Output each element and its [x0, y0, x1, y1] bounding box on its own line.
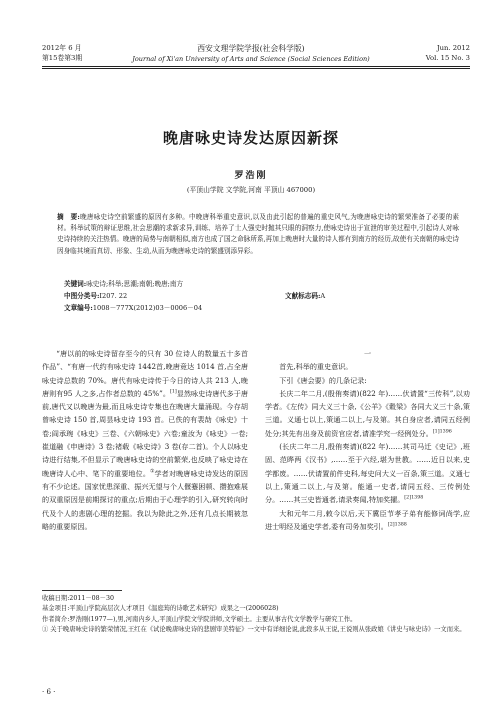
header-date: 2012年 6 月 [42, 44, 82, 52]
body-paragraph: “唐以前的咏史诗留存至今的只有 30 位诗人的数量五十多首作品”、“有唐一代约有咏史诗 1442首,晚唐竟达 1014 首,占全唐咏史诗总数的 70%。唐代有咏史诗传于今日的诗人共 213 人,晚唐则有95 人之多,占作者总数的 45%”。[1]显然咏史诗唐代多于唐前,唐代又以晚唐为最,而且咏史诗专集也在晚唐大量涌现。今存胡曾咏史诗 150 首,周昙咏史诗 193 首。已佚的有裴劼《咏史》十卷;阎承琬《咏史》三卷、《六朝咏史》六卷;童汝为《咏史》一卷;崔道融《申唐诗》3 卷;褚载《咏史诗》3 卷(存二首)。个人以咏史诗进行结集,不但显示了晚唐咏史诗的空前繁荣,也反映了咏史诗在晚唐诗人心中、笔下的重要地位。①学者对晚唐咏史诗发达的原因有不少论述。国家忧患深重、振兴无望与个人偃蹇困顿、攒抱难展的双重原因是前期探讨的重点;后期由于心理学的引入,研究转向时代及个人的悲剧心理的挖掘。我以为除此之外,还有几点长期被忽略的重要原因。 [42, 349, 249, 531]
header-issue: 第15卷第3期 [42, 54, 83, 62]
article-title: 晚唐咏史诗发达原因新探 [162, 129, 339, 147]
abstract [57, 212, 459, 257]
footnotes [42, 594, 470, 636]
footnote-ref: ① [150, 469, 155, 475]
block-quote: (长庆二年二月,殷侑奏请)(822 年)……其司马迁《史记》,班固、范晔两《汉书》,……至于六经,堪为世教。……近日以来,史学都废。……伏请置前件史科,每史问大义一百条,策三道。义通七以上,策通二以上,与及第。能通一史者,请同五经、三传例处分。……其三史皆通者,请录奏闻,特加奖擢。$^{[2]1398}$ [265, 442, 470, 505]
author-bio: 作者简介:罗浩刚(1977—),男,河南内乡人,平顶山学院文学院讲师,文学硕士。主要从事古代文学教学与研究工作。 [42, 615, 357, 623]
keywords [64, 279, 183, 290]
block-quote: 大和元年二月,敕今以后,天下冀臣节孝子弟有能修词尚学,应进士明经及通史学者,委有司务加奖引。$^{[2]1388}$ [265, 508, 470, 531]
author-name: 罗浩刚 [234, 171, 268, 181]
keywords-text: 咏史诗;科举;思潮;南朝;晚唐;南方 [86, 280, 184, 288]
footnote-1: ① 关于晚唐咏史诗的繁荣情况,王红在《试论晚唐咏史诗的悲剧审美特征》一文中有详细论说,此段多从王说,王说则从张政娘《讲史与咏史诗》一文而来。 [42, 626, 466, 634]
doc-code-text: A [320, 292, 326, 300]
citation-ref: [2]1398 [404, 495, 424, 501]
article-no-text: 1008－777X(2012)03－0006－04 [92, 304, 203, 312]
clc-label: 中图分类号: [64, 292, 100, 300]
header-issue-en: Vol. 15 No. 3 [425, 54, 470, 62]
page-number: · 6 · [42, 688, 56, 696]
doc-code-label: 文献标志码: [285, 292, 321, 300]
article-number [64, 303, 202, 314]
block-quote: 长庆二年二月,(殷侑奏请)(822 年)……伏请置“三传科”,以劝学者。《左传》同大义三十条,《公羊》《穀梁》各同大义三十条,策三道。义通七以上,策通二以上,与及第。其白身应者,请同五经例处分;其先有出身及前资官应者,请准学究一经例处分。$^{[1]1396}$ [265, 388, 470, 438]
citation-ref: [1]1396 [432, 429, 452, 435]
author-affiliation: (平顶山学院 文学院,河南 平顶山 467000) [186, 186, 316, 194]
citation-ref: [2]1388 [387, 522, 407, 528]
citation-ref: [1] [169, 389, 177, 395]
clc-text: I207. 22 [99, 292, 128, 300]
header-rule-bottom [42, 68, 470, 69]
body-right-column [265, 347, 470, 533]
abstract-label: 摘 要: [57, 213, 80, 221]
header-date-en: Jun. 2012 [436, 44, 470, 52]
keywords-label: 关键词: [64, 280, 87, 288]
journal-title-en: Journal of Xi'an University of Arts and Science (Social Sciences Edition) [132, 55, 370, 63]
section-number: 一 [363, 349, 372, 358]
article-no-label: 文章编号: [64, 304, 93, 312]
abstract-text: 晚唐咏史诗空前繁盛的原因有多种。中晚唐科举重史意识,以及由此引起的普遍的重史风气,为晚唐咏史诗的繁荣准备了必要的素材。科举试策的辩证思维,社会思潮的求新求异,训练、培养了士人强史时抛其只眼的洞察力,使咏史诗出于宣泄的审美过程中,引起诗人对咏史诗持续的关注热情。晚唐的局势与南朝相似,南方也成了国之命脉所系,再加上晚唐时大量的诗人都有到南方的经历,故使有关南朝的咏史诗因身临其境而真切、形象、生动,从而为晚唐咏史诗的繁盛别添异彩。 [57, 213, 459, 255]
document-code [285, 291, 325, 302]
received-date: 收稿日期:2011－08－30 [42, 595, 114, 602]
clc-number [64, 291, 127, 302]
header-rule-top [42, 66, 470, 67]
fund-info: 基金项目:平顶山学院高层次人才项目《温庭筠的诗歌艺术研究》成果之一(2006028) [42, 605, 279, 613]
footnote-rule [42, 590, 122, 591]
body-paragraph: 下引《唐会要》的几条记录: [279, 375, 367, 385]
journal-title-cn: 西安文理学院学报(社会科学版) [197, 44, 305, 53]
body-paragraph: 首先,科举的重史意识。 [279, 362, 353, 372]
body-left-column [42, 347, 248, 533]
